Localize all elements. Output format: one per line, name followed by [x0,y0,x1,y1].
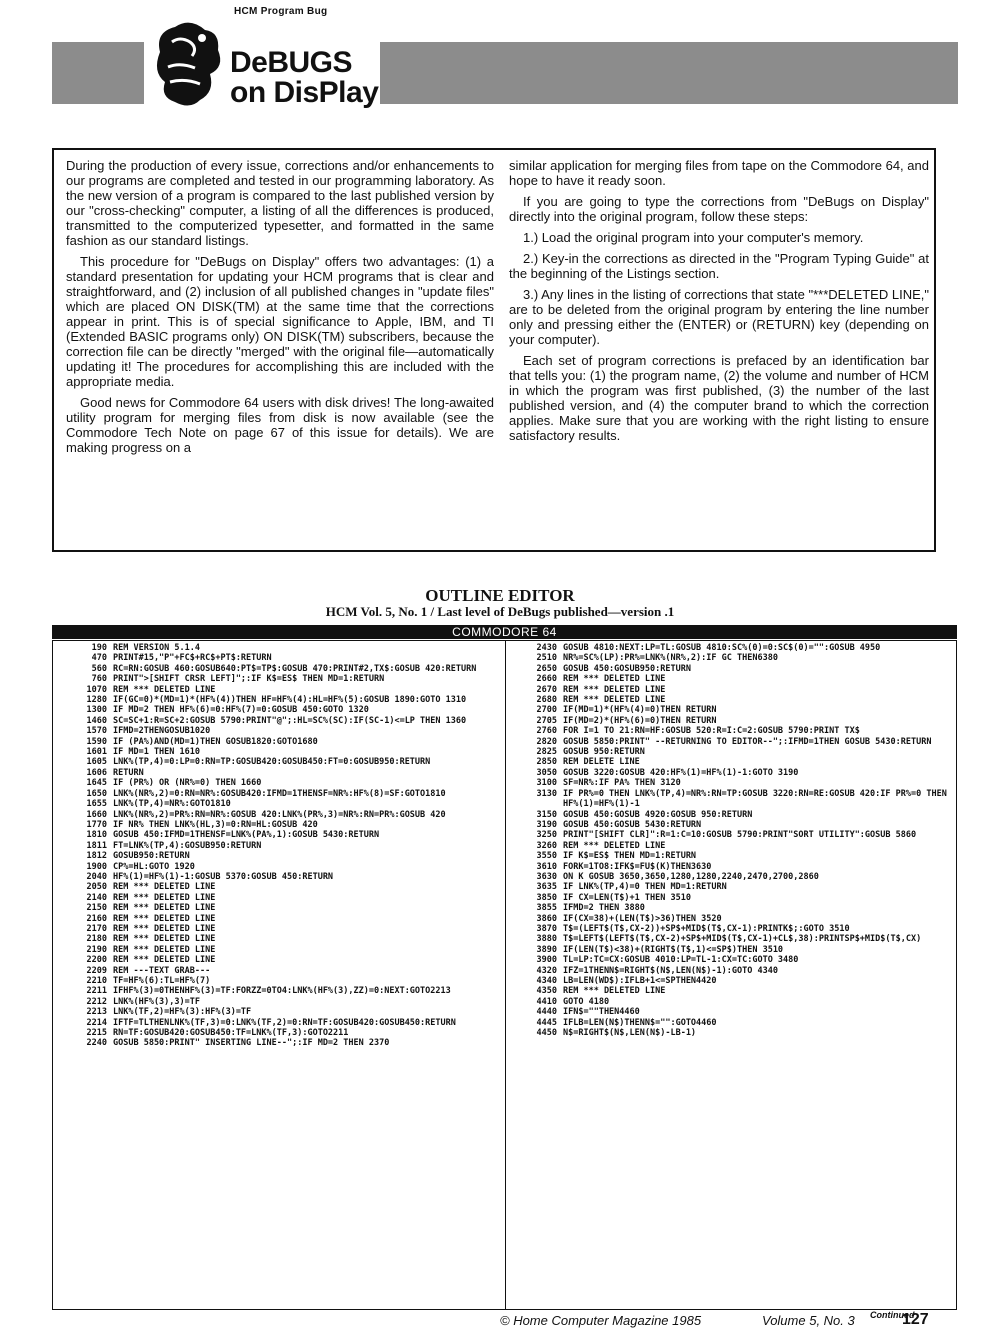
code-line [521,643,953,653]
code-line [71,705,501,715]
code-line [521,966,953,976]
line-code: RC=RN:GOSUB 460:GOSUB640:PT$=TP$:GOSUB 470:PRINT#2,TX$:GOSUB 420:RETURN [113,663,477,674]
program-title: OUTLINE EDITOR [425,586,575,605]
line-number: 2150 [86,903,107,914]
header-band-left [52,42,144,104]
line-code: IF(MD=1)*(HF%(4)=0)THEN RETURN [563,705,717,716]
code-line [71,893,501,903]
code-line [521,768,953,778]
line-number: 3550 [536,851,557,862]
line-number: 2050 [86,882,107,893]
intro-paragraph: similar application for merging files from tape on the Commodore 64, and hope to have it ready soon. [509,158,929,188]
line-code: IFHF%(3)=0THENHF%(3)=TF:FORZZ=0TO4:LNK%(HF%(3),ZZ)=0:NEXT:GOTO2213 [113,986,451,997]
line-number: 3130 [536,788,557,799]
code-line [71,726,501,736]
code-line [71,737,501,747]
line-code: GOTO 4180 [563,996,610,1007]
code-line [521,778,953,788]
line-code: REM *** DELETED LINE [113,923,216,934]
line-number: 1810 [86,830,107,841]
code-line [71,820,501,830]
line-number: 1570 [86,726,107,737]
line-code: SC=SC+1:R=SC+2:GOSUB 5790:PRINT"@";:HL=SC%(SC):IF(SC-1)<=LP THEN 1360 [113,715,467,726]
intro-paragraph: If you are going to type the corrections from "DeBugs on Display" directly into the original program, follow these steps: [509,194,929,224]
line-number: 3850 [536,892,557,903]
line-number: 4445 [536,1017,557,1028]
line-code: N$=RIGHT$(N$,LEN(N$)-LB-1) [563,1028,697,1039]
line-number: 3190 [536,819,557,830]
code-line [71,810,501,820]
code-line [521,976,953,986]
line-code: REM *** DELETED LINE [113,934,216,945]
line-code: GOSUB 4810:NEXT:LP=TL:GOSUB 4810:SC%(0)=0:SC$(0)="":GOSUB 4950 [563,643,881,653]
code-line [71,851,501,861]
line-number: 1650 [86,788,107,799]
line-number: 2213 [86,1007,107,1018]
code-line [71,966,501,976]
code-line [521,914,953,924]
line-code: REM *** DELETED LINE [563,986,666,997]
copyright-text: © Home Computer Magazine 1985 [500,1313,702,1328]
code-line [521,653,953,663]
line-number: 2670 [536,684,557,695]
code-line [71,862,501,872]
line-code: REM *** DELETED LINE [113,955,216,966]
code-line [71,934,501,944]
line-code: IF(MD=2)*(HF%(6)=0)THEN RETURN [563,715,717,726]
line-number: 2850 [536,757,557,768]
platform-bar: COMMODORE 64 [52,625,957,639]
code-line [71,778,501,788]
line-code: PRINT#15,"P"+FC$+RC$+PT$:RETURN [113,653,272,664]
line-number: 3150 [536,809,557,820]
code-line [71,903,501,913]
code-line [71,653,501,663]
line-code: IFZ=1THENN$=RIGHT$(N$,LEN(N$)-1):GOTO 4340 [563,965,778,976]
line-number: 2214 [86,1017,107,1028]
line-number: 3860 [536,913,557,924]
intro-paragraph: Good news for Commodore 64 users with disk drives! The long-awaited utility program for merging files from disk is now available (see the Commodore Tech Note on page 67 of this issue for details). We are making progress on a [66,395,494,455]
line-number: 1460 [86,715,107,726]
code-line [521,986,953,996]
continued-label: Continued [870,1310,915,1320]
code-listing [52,640,957,1310]
bug-mascot-icon [150,12,230,112]
line-number: 2760 [536,726,557,737]
intro-column-left [66,158,494,461]
code-line [521,945,953,955]
line-code: IF MD=2 THEN HF%(6)=0:HF%(7)=0:GOSUB 450:GOTO 1320 [113,705,369,716]
code-line [521,862,953,872]
line-code: IFTF=TLTHENLNK%(TF,3)=0:LNK%(TF,2)=0:RN=TF:GOSUB420:GOSUB450:RETURN [113,1017,456,1028]
line-code: IF PR%=0 THEN LNK%(TP,4)=NR%:RN=TP:GOSUB 3220:RN=RE:GOSUB 420:IF PR%=0 THEN HF%(1)=HF%(1)-1 [563,788,947,810]
line-code: IFMD=2THENGOSUB1020 [113,726,211,737]
code-line [521,924,953,934]
line-number: 2200 [86,955,107,966]
line-number: 470 [91,653,107,664]
line-code: TL=LP:TC=CX:GOSUB 4010:LP=TL-1:CX=TC:GOTO 3480 [563,955,799,966]
line-number: 3610 [536,861,557,872]
code-line [521,747,953,757]
code-line [521,955,953,965]
line-code: PRINT">[SHIFT CRSR LEFT]";:IF K$=ES$ THEN MD=1:RETURN [113,674,385,685]
code-line [71,1038,501,1048]
line-number: 2215 [86,1028,107,1039]
code-line [521,893,953,903]
line-number: 3100 [536,778,557,789]
line-code: REM *** DELETED LINE [563,684,666,695]
code-line [521,705,953,715]
line-code: LNK%(NR%,2)=0:RN=NR%:GOSUB420:IFMD=1THENSF=NR%:HF%(8)=SF:GOTO1810 [113,788,446,799]
line-code: GOSUB 450:GOSUB950:RETURN [563,663,691,674]
line-code: GOSUB 3220:GOSUB 420:HF%(1)=HF%(1)-1:GOTO 3190 [563,767,799,778]
code-line [521,789,953,810]
code-line [71,768,501,778]
code-line [71,695,501,705]
line-number: 2825 [536,747,557,758]
code-line [521,664,953,674]
step-1: 1.) Load the original program into your computer's memory. [523,230,864,245]
code-line [71,945,501,955]
line-number: 1645 [86,778,107,789]
line-number: 560 [91,663,107,674]
code-line [71,830,501,840]
code-line [71,872,501,882]
line-code: T$=LEFT$(LEFT$(T$,CX-2)+SP$+MID$(T$,CX-1)+CL$,38):PRINTSP$+MID$(T$,CX) [563,934,922,945]
line-number: 2180 [86,934,107,945]
code-line [521,830,953,840]
line-number: 1770 [86,819,107,830]
code-line [521,674,953,684]
line-code: NR%=SC%(LP):PR%=LNK%(NR%,2):IF GC THEN6380 [563,653,778,664]
code-line [71,757,501,767]
line-number: 3870 [536,923,557,934]
code-line [521,903,953,913]
line-number: 1605 [86,757,107,768]
logo-title-line1: DeBUGS [230,46,353,79]
step-3: 3.) Any lines in the listing of corrections that state "***DELETED LINE," are to be deleted from the original program by entering the line number only and pressing either the (ENTER) or (RETURN) key (depending on your computer). [509,287,929,347]
intro-paragraph: This procedure for "DeBugs on Display" offers two advantages: (1) a standard presentation for updating your HCM programs that is clear and straightforward, and (2) inclusion of all published changes in "update files" which are placed ON DISK(TM) at the same time that the corrections appear in print. This is of special significance to Apple, IBM, and TI (Extended BASIC programs only) ON DISK(TM) subscribers, because the correction file can be directly "merged" with the original file—automatically updating it! The procedures for accomplishing this are included with the appropriate media. [66,254,494,389]
line-code: FT=LNK%(TP,4):GOSUB950:RETURN [113,840,262,851]
line-number: 1655 [86,799,107,810]
code-line [521,1007,953,1017]
code-line [521,716,953,726]
line-number: 2040 [86,871,107,882]
code-line [71,643,501,653]
line-number: 3880 [536,934,557,945]
code-line [71,976,501,986]
code-line [521,810,953,820]
code-line [71,1007,501,1017]
line-number: 1660 [86,809,107,820]
line-code: IF NR% THEN LNK%(HL,3)=0:RN=HL:GOSUB 420 [113,819,318,830]
line-code: LNK%(NR%,2)=PR%:RN=NR%:GOSUB 420:LNK%(PR%,3)=NR%:RN=PR%:GOSUB 420 [113,809,446,820]
line-code: REM DELETE LINE [563,757,640,768]
code-line [521,997,953,1007]
page-number: 127 [902,1311,929,1328]
line-number: 2212 [86,996,107,1007]
line-code: TF=HF%(6):TL=HF%(7) [113,976,211,986]
line-number: 3900 [536,955,557,966]
line-number: 3635 [536,882,557,893]
line-number: 2209 [86,965,107,976]
line-code: SF=NR%:IF PA% THEN 3120 [563,778,681,789]
line-code: IF(LEN(T$)<38)+(RIGHT$(T$,1)<=SP$)THEN 3510 [563,944,784,955]
line-number: 2660 [536,674,557,685]
line-number: 2650 [536,663,557,674]
code-line [521,820,953,830]
code-line [71,914,501,924]
column-divider [505,641,506,1309]
code-line [71,997,501,1007]
line-number: 1606 [86,767,107,778]
code-line [71,747,501,757]
code-line [71,664,501,674]
line-number: 2510 [536,653,557,664]
line-number: 4350 [536,986,557,997]
line-number: 2430 [536,643,557,653]
line-number: 2240 [86,1038,107,1049]
line-code: RN=TF:GOSUB420:GOSUB450:TF=LNK%(TF,3):GOTO2211 [113,1028,349,1039]
line-number: 3260 [536,840,557,851]
logo-kicker: HCM Program Bug [234,6,328,17]
line-number: 1811 [86,840,107,851]
line-code: IFN$=""THEN4460 [563,1007,640,1018]
line-code: IF (PA%)AND(MD=1)THEN GOSUB1820:GOTO1680 [113,736,318,747]
line-number: 2190 [86,944,107,955]
code-line [71,674,501,684]
line-code: LNK%(TP,4)=0:LP=0:RN=TP:GOSUB420:GOSUB450:FT=0:GOSUB950:RETURN [113,757,431,768]
code-line [521,737,953,747]
line-number: 1070 [86,684,107,695]
code-line [71,1028,501,1038]
code-line [71,685,501,695]
code-line [521,726,953,736]
line-number: 190 [91,643,107,653]
line-code: IF MD=1 THEN 1610 [113,747,200,758]
code-line [71,986,501,996]
line-code: GOSUB 5850:PRINT" --RETURNING TO EDITOR--";:IFMD=1THEN GOSUB 5430:RETURN [563,736,932,747]
line-code: IF (PR%) OR (NR%=0) THEN 1660 [113,778,262,789]
code-line [71,799,501,809]
line-code: FOR I=1 TO 21:RN=HF:GOSUB 520:R=I:C=2:GOSUB 5790:PRINT TX$ [563,726,860,737]
line-number: 4340 [536,976,557,986]
code-line [521,1028,953,1038]
code-line [521,695,953,705]
line-number: 4440 [536,1007,557,1018]
line-number: 2211 [86,986,107,997]
line-code: FORK=1TO8:IFK$=FU$(K)THEN3630 [563,861,712,872]
intro-column-right [509,158,929,449]
issue-text: Volume 5, No. 3 [762,1313,855,1328]
line-number: 2680 [536,695,557,706]
line-number: 2705 [536,715,557,726]
code-line [521,757,953,767]
page-footer [500,1313,960,1331]
line-number: 1590 [86,736,107,747]
line-code: GOSUB 450:GOSUB 4920:GOSUB 950:RETURN [563,809,753,820]
line-number: 2160 [86,913,107,924]
line-number: 2140 [86,892,107,903]
code-line [521,882,953,892]
line-code: T$=(LEFT$(T$,CX-2))+SP$+MID$(T$,CX-1):PRINTK$;:GOTO 3510 [563,923,850,934]
header-logo [150,6,390,116]
line-code: REM *** DELETED LINE [113,913,216,924]
line-number: 1300 [86,705,107,716]
line-code: HF%(1)=HF%(1)-1:GOSUB 5370:GOSUB 450:RETURN [113,871,334,882]
line-number: 4410 [536,996,557,1007]
line-code: PRINT"[SHIFT CLR]":R=1:C=10:GOSUB 5790:PRINT"SORT UTILITY":GOSUB 5860 [563,830,917,841]
code-line [71,841,501,851]
intro-paragraph: Each set of program corrections is prefaced by an identification bar that tells you: (1) the program name, (2) the volume and number of HCM in which the program was first published, (3) the number of the last published version, and (4) the computer brand to which the correction applies. Make sure that you are working with the right listing to ensure satisfactory results. [509,353,929,443]
line-code: GOSUB 450:IFMD=1THENSF=LNK%(PA%,1):GOSUB 5430:RETURN [113,830,380,841]
code-line [521,841,953,851]
code-line [71,955,501,965]
line-code: GOSUB950:RETURN [113,851,190,862]
line-code: REM *** DELETED LINE [563,695,666,706]
line-code: LNK%(TF,2)=HF%(3):HF%(3)=TF [113,1007,252,1018]
intro-box [52,148,936,552]
line-number: 1601 [86,747,107,758]
line-code: REM VERSION 5.1.4 [113,643,200,653]
line-code: CP%=HL:GOTO 1920 [113,861,195,872]
code-line [71,882,501,892]
line-number: 1280 [86,695,107,706]
line-code: LNK%(HF%(3),3)=TF [113,996,200,1007]
code-line [71,716,501,726]
step-2: 2.) Key-in the corrections as directed in the "Program Typing Guide" at the beginning of the Listings section. [509,251,929,281]
line-code: IF(CX=38)+(LEN(T$)>36)THEN 3520 [563,913,722,924]
line-code: IFMD=2 THEN 3880 [563,903,645,914]
line-number: 3250 [536,830,557,841]
line-number: 2210 [86,976,107,986]
line-number: 1812 [86,851,107,862]
code-line [521,685,953,695]
line-code: LB=LEN(WD$):IFLB+1<=SPTHEN4420 [563,976,717,986]
line-code: REM *** DELETED LINE [113,892,216,903]
logo-title-line2: on DisPlay [230,76,379,109]
line-number: 3050 [536,767,557,778]
line-code: GOSUB 450:GOSUB 5430:RETURN [563,819,702,830]
intro-paragraph: During the production of every issue, corrections and/or enhancements to our programs are completed and tested in our programming laboratory. As the new version of a program is compared to the last published version by our "cross-checking" computer, a listing of all the differences is produced, transmitted to the computerized typesetter, and formatted in the same fashion as our standard listings. [66,158,494,248]
line-number: 760 [91,674,107,685]
code-line [521,934,953,944]
code-line [521,1018,953,1028]
code-line [71,924,501,934]
code-line [521,851,953,861]
line-number: 4450 [536,1028,557,1039]
line-code: REM *** DELETED LINE [113,944,216,955]
line-code: IF CX=LEN(T$)+1 THEN 3510 [563,892,691,903]
line-code: LNK%(TP,4)=NR%:GOTO1810 [113,799,231,810]
line-code: GOSUB 5850:PRINT" INSERTING LINE--";:IF MD=2 THEN 2370 [113,1038,390,1049]
line-number: 3890 [536,944,557,955]
code-line [71,1018,501,1028]
line-code: REM *** DELETED LINE [113,684,216,695]
code-line [521,872,953,882]
program-subtitle: HCM Vol. 5, No. 1 / Last level of DeBugs published—version .1 [325,604,675,619]
line-code: IF(GC=0)*(MD=1)*(HF%(4))THEN HF=HF%(4):HL=HF%(5):GOSUB 1890:GOTO 1310 [113,695,467,706]
line-number: 3855 [536,903,557,914]
line-number: 2820 [536,736,557,747]
line-number: 2170 [86,923,107,934]
line-code: ON K GOSUB 3650,3650,1280,1280,2240,2470,2700,2860 [563,871,819,882]
line-number: 1900 [86,861,107,872]
line-code: REM *** DELETED LINE [563,674,666,685]
line-code: REM *** DELETED LINE [113,882,216,893]
line-code: REM *** DELETED LINE [563,840,666,851]
line-number: 4320 [536,965,557,976]
listing-column-right [521,643,953,1305]
line-code: RETURN [113,767,144,778]
line-code: GOSUB 950:RETURN [563,747,645,758]
code-line [71,789,501,799]
line-code: IFLB=LEN(N$)THENN$="":GOTO4460 [563,1017,717,1028]
header-band-right [380,42,958,104]
line-number: 2700 [536,705,557,716]
line-code: IF K$=ES$ THEN MD=1:RETURN [563,851,697,862]
line-code: IF LNK%(TP,4)=0 THEN MD=1:RETURN [563,882,727,893]
line-code: REM *** DELETED LINE [113,903,216,914]
listing-column-left [71,643,501,1305]
line-number: 3630 [536,871,557,882]
line-code: REM ---TEXT GRAB--- [113,965,211,976]
